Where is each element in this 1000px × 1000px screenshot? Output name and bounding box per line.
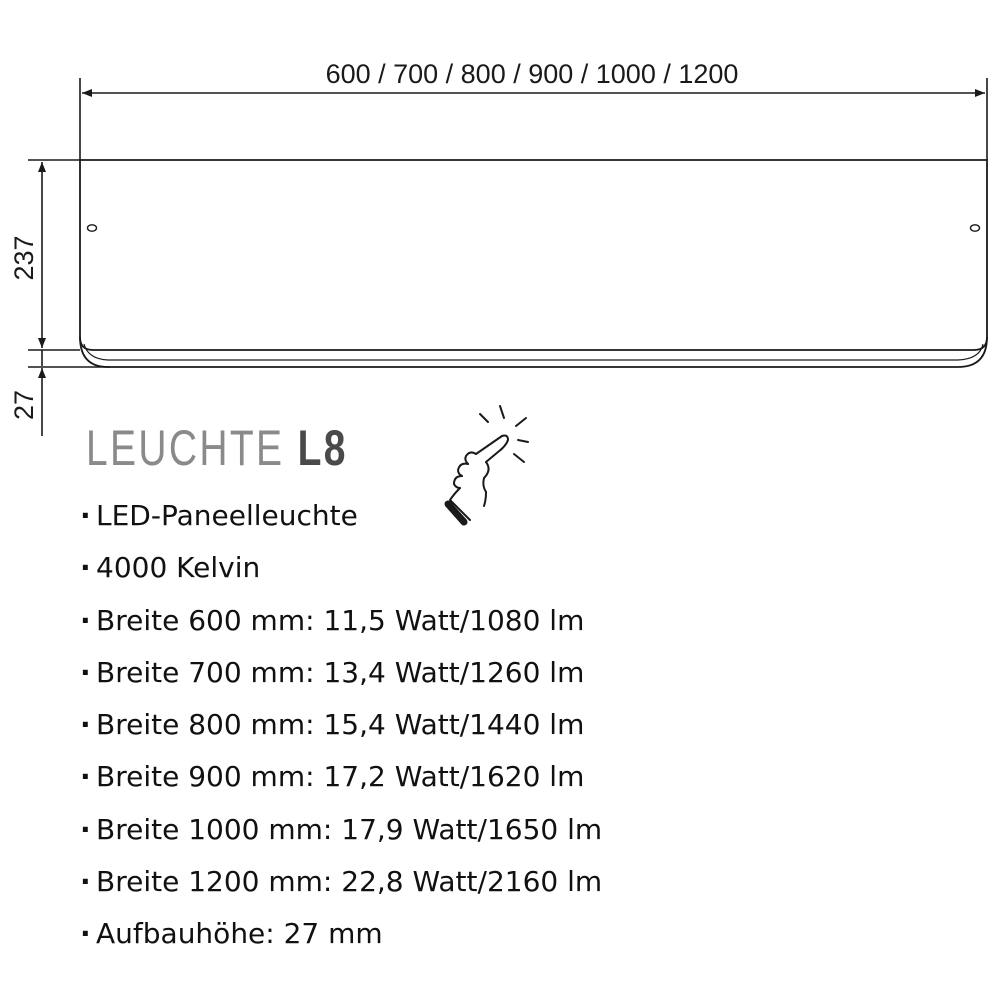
feature-list: [80, 494, 602, 965]
feature-text: 4000 Kelvin: [96, 551, 261, 585]
list-bullet: ·: [80, 708, 91, 742]
feature-text: Breite 900 mm: 17,2 Watt/1620 lm: [96, 760, 585, 794]
list-item: [80, 755, 602, 807]
product-title: [86, 418, 348, 478]
list-bullet: ·: [80, 655, 91, 689]
list-bullet: ·: [80, 603, 91, 637]
panel-depth-edge: [80, 337, 987, 367]
list-item: [80, 494, 602, 546]
height-label: 237: [9, 235, 39, 281]
feature-text: Aufbauhöhe: 27 mm: [96, 917, 383, 951]
list-item: [80, 651, 602, 703]
panel-outline: [80, 160, 987, 367]
list-bullet: ·: [80, 551, 91, 585]
feature-text: LED-Paneelleuchte: [96, 499, 358, 532]
list-bullet: ·: [80, 812, 91, 846]
width-label: 600 / 700 / 800 / 900 / 1000 / 1200: [325, 59, 739, 89]
feature-text: Breite 1000 mm: 17,9 Watt/1650 lm: [96, 812, 603, 846]
feature-text: Breite 800 mm: 15,4 Watt/1440 lm: [96, 708, 585, 742]
mounting-hole-right: [971, 225, 980, 231]
list-item: [80, 860, 602, 912]
list-item: [80, 912, 602, 964]
list-item: [80, 599, 602, 651]
mounting-hole-left: [88, 225, 97, 231]
list-bullet: ·: [80, 760, 91, 794]
product-title-light: LEUCHTE: [86, 420, 298, 476]
height-dimension: [9, 160, 80, 350]
technical-drawing: [0, 0, 1000, 421]
list-item: [80, 808, 602, 860]
list-bullet: ·: [80, 865, 91, 899]
depth-label: 27: [9, 389, 39, 421]
list-bullet: ·: [80, 499, 91, 532]
panel-face: [80, 160, 987, 350]
feature-text: Breite 700 mm: 13,4 Watt/1260 lm: [96, 655, 585, 689]
width-dimension: [80, 59, 987, 160]
feature-text: Breite 600 mm: 11,5 Watt/1080 lm: [96, 603, 585, 637]
product-title-bold: L8: [297, 420, 348, 476]
list-item: [80, 546, 602, 598]
list-item: [80, 703, 602, 755]
list-bullet: ·: [80, 917, 91, 951]
feature-text: Breite 1200 mm: 22,8 Watt/2160 lm: [96, 865, 603, 899]
panel-inner-edge: [84, 344, 983, 360]
